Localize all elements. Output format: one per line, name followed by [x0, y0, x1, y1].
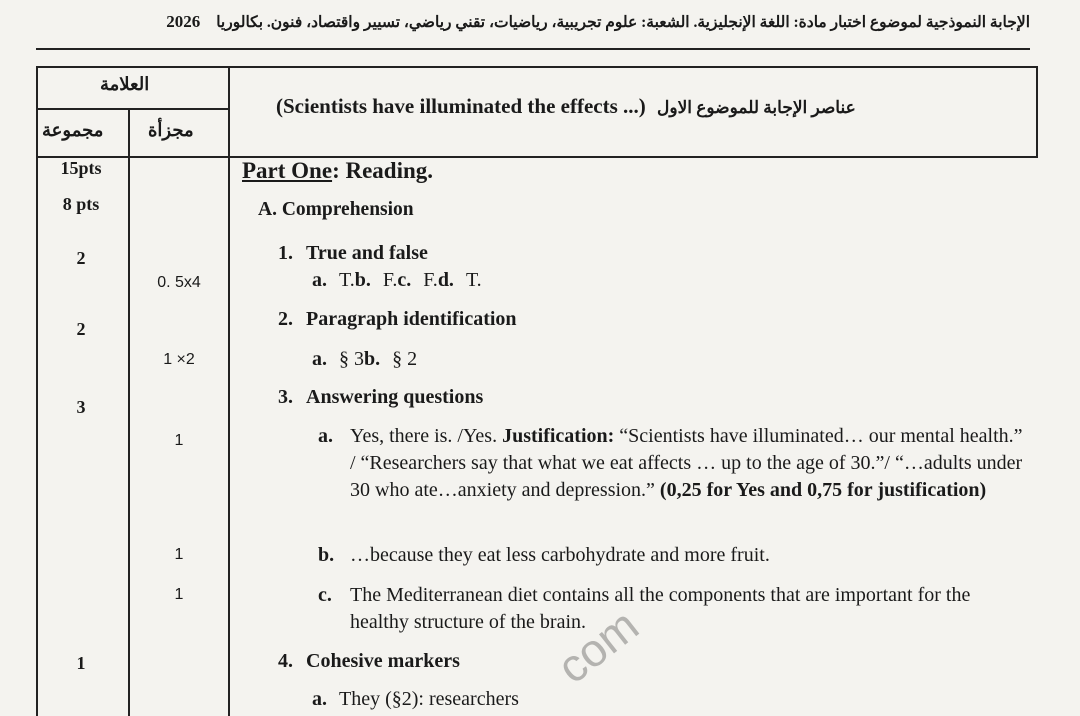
- column-divider-marks: [128, 108, 130, 716]
- q3c-partial: 1: [174, 586, 184, 603]
- q2-total: 2: [76, 319, 86, 339]
- q2-title: Paragraph identification: [306, 308, 517, 330]
- q4-title: Cohesive markers: [306, 650, 460, 672]
- watermark: com: [547, 598, 648, 694]
- q3b-letter: b.: [318, 544, 335, 566]
- q1-heading: [278, 242, 428, 265]
- q3b-answer: [318, 542, 1030, 569]
- table-border-top: [36, 66, 1038, 68]
- partial-marks-header: مجزأة: [148, 120, 194, 140]
- q3a-partial: 1: [174, 432, 184, 449]
- q3-heading: [278, 386, 483, 409]
- q3a-text: Yes, there is. /Yes.: [350, 425, 503, 447]
- q2-number: 2.: [278, 308, 293, 330]
- q1-partial: 0. 5x4: [157, 274, 201, 291]
- part-one-title: [242, 158, 433, 184]
- q2-heading: [278, 308, 517, 331]
- q2-answer: a. § 3: [312, 348, 364, 370]
- comprehension-total: 8 pts: [62, 194, 100, 214]
- part-one-label: Part One: [242, 158, 333, 183]
- marks-header-divider: [36, 108, 229, 110]
- q3-total: 3: [76, 397, 86, 417]
- q3b-text: …because they eat less carbohydrate and more fruit.: [350, 544, 770, 566]
- q1-number: 1.: [278, 242, 293, 264]
- q1-answers: [312, 269, 482, 292]
- q3a-answer: [318, 423, 1030, 504]
- answer-elements-label: عناصر الإجابة للموضوع الاول: [657, 98, 856, 117]
- header-text: الإجابة النموذجية لموضوع اختبار مادة: اللغة الإنجليزية. الشعبة: علوم تجريبية، رياضيات، تقني رياضي، تسيير واقتصاد، فنون. بكالوريا: [216, 14, 1030, 31]
- q3a-justification-label: Justification:: [502, 425, 615, 447]
- q3c-answer: [318, 582, 1030, 636]
- q3-title: Answering questions: [306, 386, 484, 408]
- topic-title: (Scientists have illuminated the effects ...): [276, 94, 646, 118]
- q3a-letter: a.: [318, 425, 333, 447]
- part-one-suffix: : Reading.: [332, 158, 434, 183]
- q3a-scoring-note: (0,25 for Yes and 0,75 for justification): [659, 479, 987, 501]
- q1-answer: d. T.: [437, 269, 482, 291]
- answer-table: [36, 66, 1038, 716]
- q3c-letter: c.: [318, 584, 332, 606]
- marks-header: العلامة: [100, 74, 150, 94]
- q2-partial: 1 ×2: [163, 351, 195, 368]
- topic-header: [276, 94, 856, 119]
- header-year: 2026: [166, 12, 201, 31]
- exam-header: [40, 12, 1030, 32]
- part-one-total: 15pts: [60, 158, 102, 178]
- q4a-answer: [312, 688, 519, 711]
- q1-answer: a. T.: [312, 269, 355, 291]
- q3c-text: The Mediterranean diet contains all the components that are important for the healthy structure of the brain.: [350, 584, 971, 633]
- q4-number: 4.: [278, 650, 293, 672]
- q1-total: 2: [76, 248, 86, 268]
- column-divider-content: [228, 66, 230, 716]
- q4a-letter: a.: [312, 688, 327, 710]
- q3a-justification: “Scientists have illuminated… our mental health.” / “Researchers say that what we eat affects … up to the age of 30.”/ “…adults under 30 who ate…anxiety and depression.”: [350, 425, 1023, 501]
- table-border-right: [1036, 66, 1038, 158]
- q4-total: 1: [76, 653, 86, 673]
- q2-answers: [312, 348, 417, 371]
- q3b-partial: 1: [174, 546, 184, 563]
- q2-answer: b. § 2: [364, 348, 418, 370]
- q1-answer: b. F.: [354, 269, 398, 291]
- q4-heading: [278, 650, 460, 673]
- total-marks-header: مجموعة: [42, 120, 104, 140]
- table-header-bottom: [36, 156, 1038, 158]
- q4a-text: They (§2): researchers: [339, 688, 519, 710]
- q3-number: 3.: [278, 386, 293, 408]
- q1-answer: c. F.: [397, 269, 438, 291]
- header-rule: [36, 48, 1030, 50]
- q1-title: True and false: [306, 242, 428, 264]
- section-comprehension: A. Comprehension: [258, 199, 414, 220]
